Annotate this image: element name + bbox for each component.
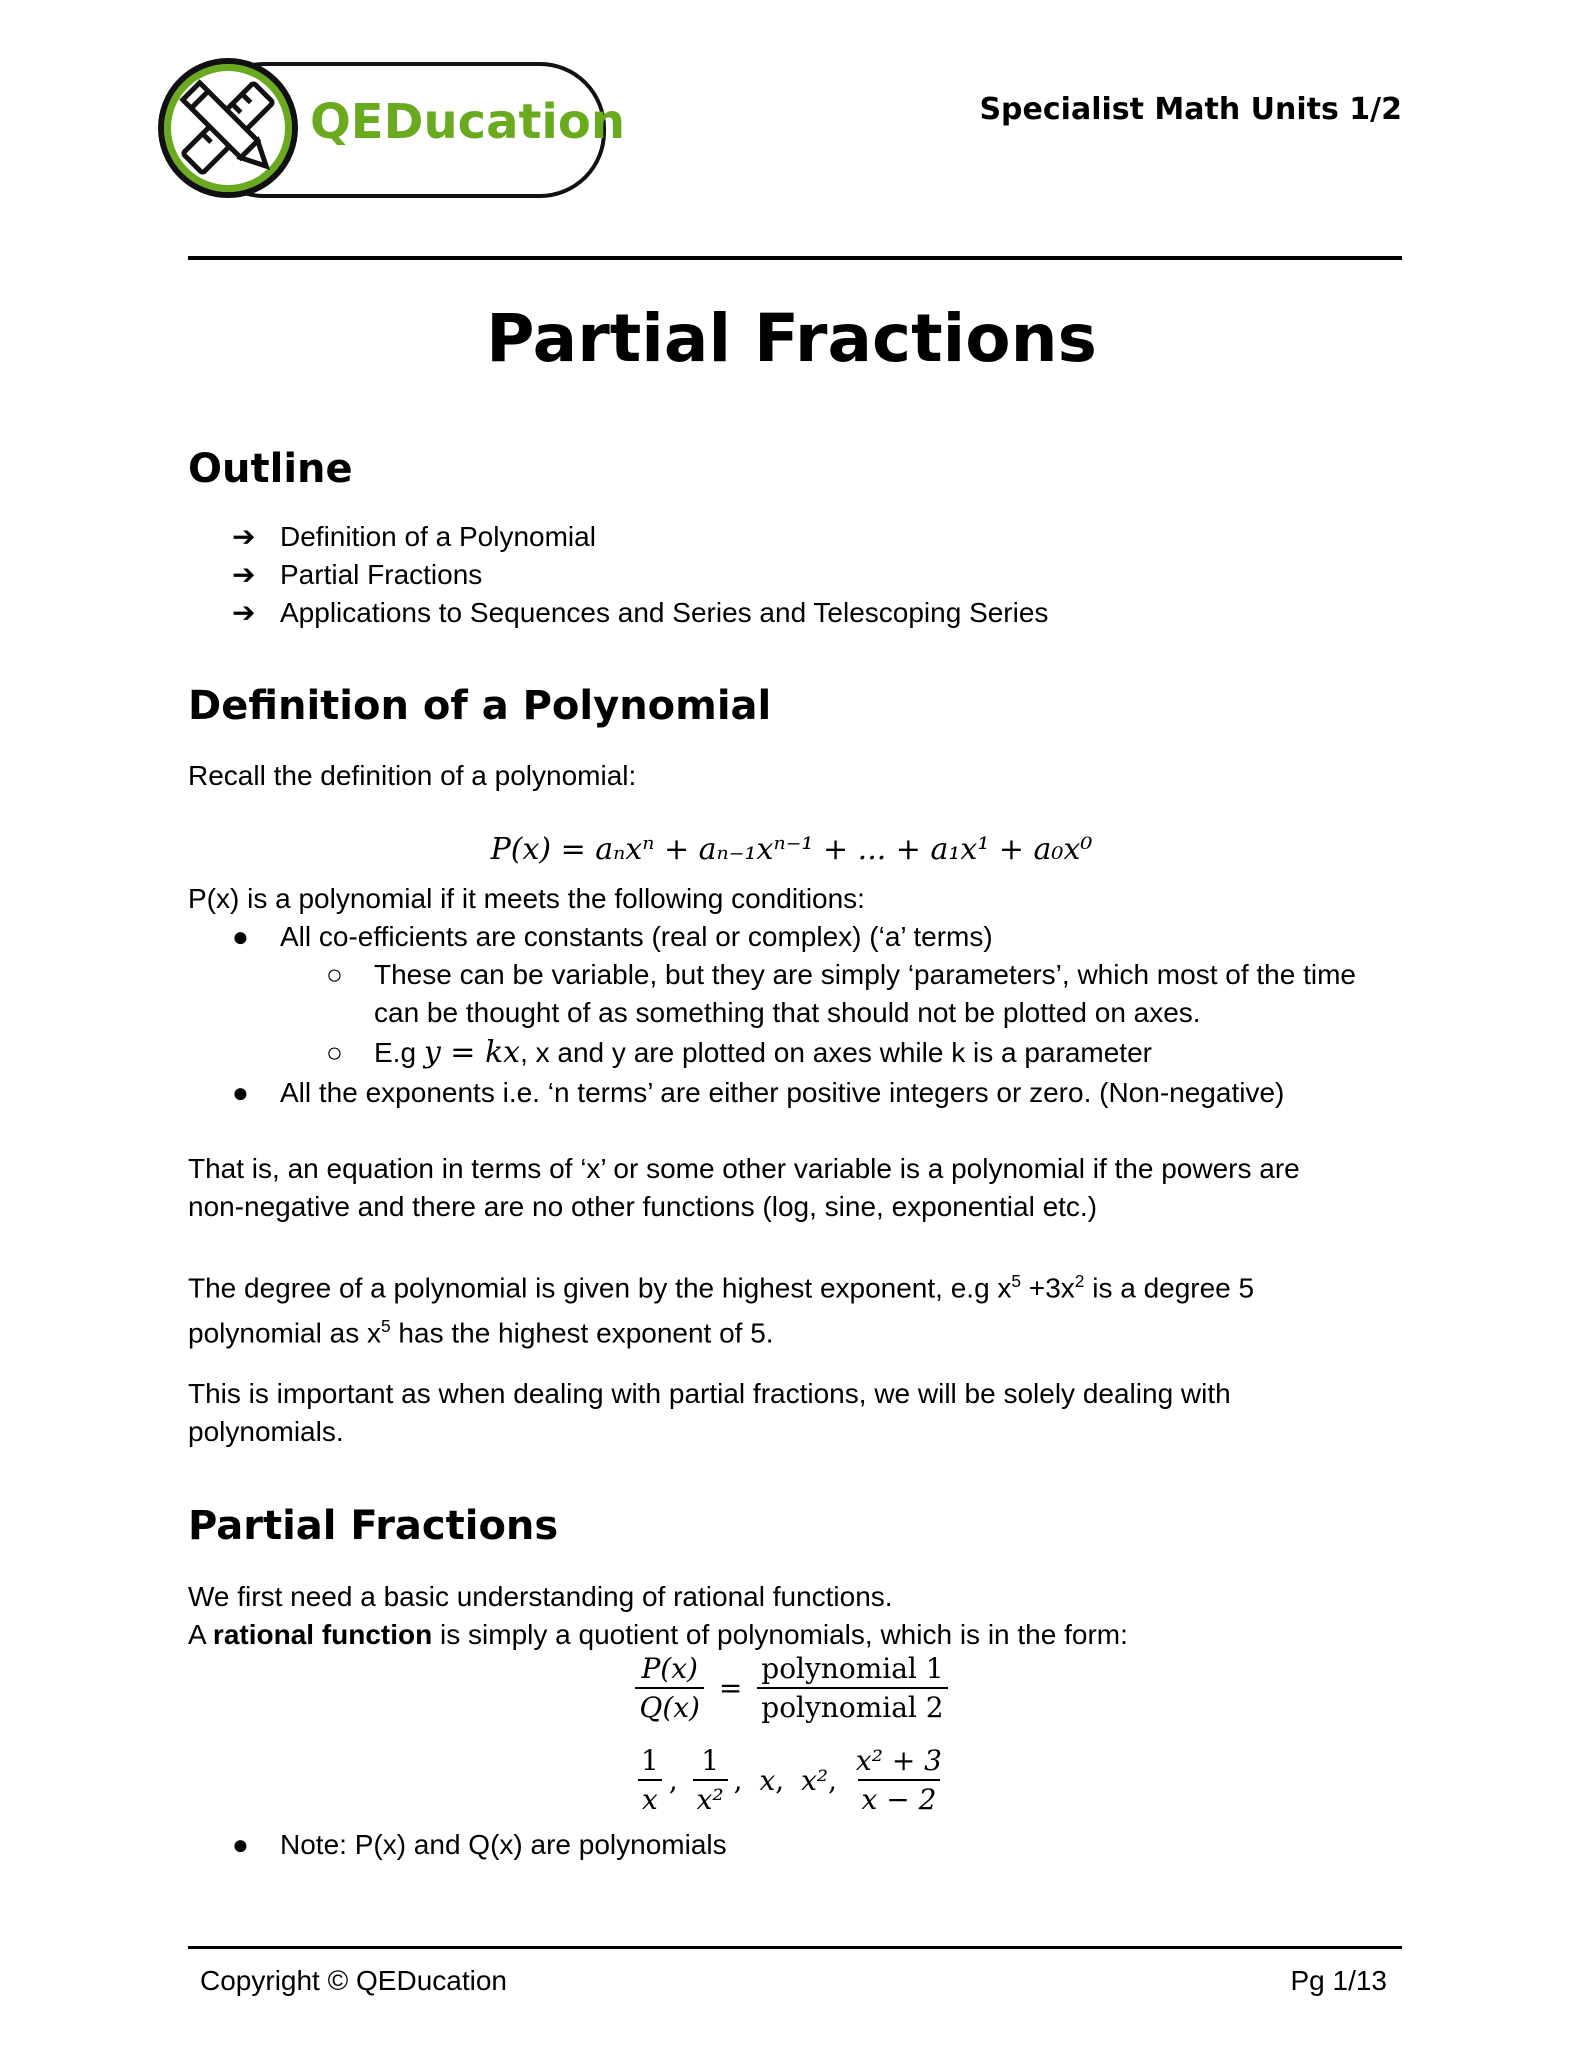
logo [158,58,625,198]
rational-form: $\frac{P(x)}{Q(x)}$ = $\frac{\text{polynomial 1}}{\text{polynomial 2}}$ [0,1652,1583,1724]
paragraph-1: That is, an equation in terms of ‘x’ or some other variable is a polynomial if the powers are non-negative and there are no other functions (log, sine, exponential etc.) [188,1153,1300,1222]
outline-list [232,518,1048,632]
course-title: Specialist Math Units 1/2 [979,92,1402,127]
outline-item-label: Applications to Sequences and Series and Telescoping Series [280,597,1049,628]
page-number: Pg 1/13 [1290,1965,1387,1996]
note-bullet [232,1826,727,1864]
brand-name: QEDucation [310,94,625,150]
pencil-ruler-cross-icon [164,64,292,192]
arrow-icon: ➔ [232,559,256,590]
paragraph-2: The degree of a polynomial is given by the highest exponent, e.g $x^5 +3x^2$ is a degree 5 polynomial as $x^5$ has the highest exponent of 5. [188,1271,1255,1349]
condition-text: All the exponents i.e. ‘n terms’ are either positive integers or zero. (Non-negative) [280,1077,1285,1108]
list-item [232,594,1048,632]
definition-intro: Recall the definition of a polynomial: [188,760,637,791]
condition-text: All co-efficients are constants (real or complex) (‘a’ terms) [280,921,993,952]
footer-rule [188,1946,1402,1949]
sub-bullet-2: ○ E.g y = kx, x and y are plotted on axes while k is a parameter [326,1035,1152,1070]
polynomial-formula: P(x) = aₙxⁿ + aₙ₋₁xⁿ⁻¹ + ... + a₁x¹ + a₀x⁰ [490,832,1093,867]
bullet-circle-icon: ○ [326,1037,343,1068]
logo-circle [158,58,298,198]
sub-bullet-text: These can be variable, but they are simply ‘parameters’, which most of the time [374,959,1356,990]
rational-examples: $\frac{1}{x}$ , $\frac{1}{\text{x²}}$ , x, x², $\frac{\text{x² + 3}}{x - 2}$ [0,1744,1583,1816]
definition-heading: Definition of a Polynomial [188,683,772,729]
list-item [232,556,1048,594]
page-title: Partial Fractions [486,300,1097,377]
outline-item-label: Partial Fractions [280,559,483,590]
bullet-dot-icon: ● [232,1829,249,1860]
bullet-dot-icon: ● [232,921,249,952]
header-rule [188,256,1402,260]
partial-heading: Partial Fractions [188,1503,559,1549]
condition-bullet-1 [232,918,993,956]
conditions-intro: P(x) is a polynomial if it meets the following conditions: [188,883,865,914]
paragraph-3: This is important as when dealing with partial fractions, we will be solely dealing with polynomials. [188,1378,1231,1447]
partial-intro: We first need a basic understanding of rational functions. A rational function is simply a quotient of polynomials, which is in the form: [188,1581,1128,1650]
note-text: Note: P(x) and Q(x) are polynomials [280,1829,727,1860]
inline-math: y = kx [423,1035,521,1070]
sub-bullet-1 [326,956,1356,994]
arrow-icon: ➔ [232,521,256,552]
bullet-circle-icon: ○ [326,959,343,990]
arrow-icon: ➔ [232,597,256,628]
list-item [232,518,1048,556]
sub-bullet-1-cont: can be thought of as something that should not be plotted on axes. [374,997,1201,1028]
outline-item-label: Definition of a Polynomial [280,521,596,552]
footer-copyright: Copyright © QEDucation [200,1965,507,1996]
condition-bullet-2 [232,1074,1284,1112]
outline-heading: Outline [188,446,353,492]
bullet-dot-icon: ● [232,1077,249,1108]
